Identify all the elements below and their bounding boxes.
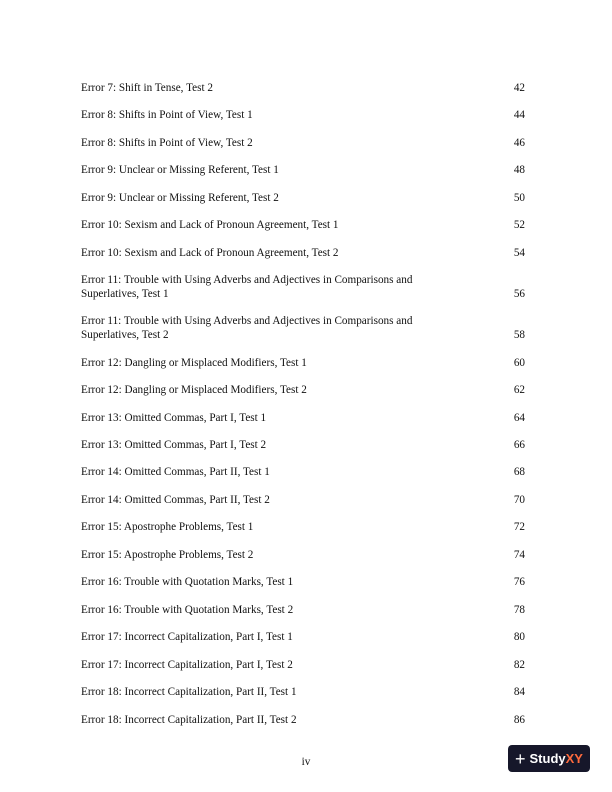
- toc-entry: [81, 82, 525, 96]
- toc-entry-title: Error 7: Shift in Tense, Test 2: [81, 82, 213, 94]
- toc-entry-title: Error 10: Sexism and Lack of Pronoun Agreement, Test 2: [81, 246, 339, 259]
- toc-entry: [81, 604, 525, 618]
- toc-entry-title: Error 11: Trouble with Using Adverbs and Adjectives in Comparisons and Superlatives, Test 2: [81, 315, 413, 342]
- toc-entry-title: Error 15: Apostrophe Problems, Test 1: [81, 521, 254, 534]
- toc-entry-title: Error 12: Dangling or Misplaced Modifiers, Test 1: [81, 356, 307, 369]
- toc-entry-page: 42: [513, 82, 525, 94]
- toc-entry-title: Error 9: Unclear or Missing Referent, Test 2: [81, 191, 279, 204]
- table-of-contents: [81, 82, 525, 741]
- toc-entry-page: 70: [513, 493, 525, 506]
- toc-entry-page: 46: [513, 136, 525, 149]
- toc-entry-page: 60: [513, 356, 525, 369]
- toc-entry-page: 48: [513, 164, 525, 177]
- toc-entry: [81, 714, 525, 728]
- toc-entry: [81, 192, 525, 206]
- toc-entry: [81, 357, 525, 371]
- toc-entry-page: 58: [513, 329, 525, 342]
- toc-entry: [81, 109, 525, 123]
- toc-entry-page: 72: [513, 521, 525, 534]
- studyxy-badge[interactable]: [508, 745, 590, 772]
- toc-entry-page: 74: [513, 548, 525, 561]
- page-number: iv: [301, 756, 311, 768]
- toc-entry: [81, 521, 525, 535]
- toc-entry: [81, 631, 525, 645]
- toc-entry-page: 50: [513, 191, 525, 204]
- toc-entry: [81, 164, 525, 178]
- toc-entry: [81, 494, 525, 508]
- toc-entry-page: 44: [513, 109, 525, 122]
- toc-entry: [81, 247, 525, 261]
- toc-entry-page: 68: [513, 466, 525, 479]
- toc-entry-title: Error 12: Dangling or Misplaced Modifiers, Test 2: [81, 384, 307, 397]
- toc-entry-page: 64: [513, 411, 525, 424]
- toc-entry-title: Error 9: Unclear or Missing Referent, Test 1: [81, 164, 279, 177]
- toc-entry-title: Error 18: Incorrect Capitalization, Part II, Test 2: [81, 713, 297, 726]
- toc-entry-page: 84: [513, 686, 525, 699]
- toc-entry: [81, 412, 525, 426]
- toc-entry-title: Error 13: Omitted Commas, Part I, Test 2: [81, 439, 267, 451]
- toc-entry-title: Error 13: Omitted Commas, Part I, Test 1: [81, 411, 267, 424]
- toc-entry: [81, 576, 525, 590]
- plus-icon: +: [515, 748, 526, 769]
- toc-entry-page: 78: [513, 603, 525, 616]
- toc-entry: [81, 274, 525, 301]
- toc-entry-title: Error 16: Trouble with Quotation Marks, Test 2: [81, 603, 294, 616]
- toc-entry: [81, 439, 525, 453]
- toc-entry: [81, 549, 525, 563]
- toc-entry-title: Error 11: Trouble with Using Adverbs and Adjectives in Comparisons and Superlatives, Test 1: [81, 274, 413, 300]
- toc-entry-page: 76: [513, 576, 525, 589]
- toc-entry-title: Error 15: Apostrophe Problems, Test 2: [81, 548, 254, 561]
- toc-entry-title: Error 8: Shifts in Point of View, Test 1: [81, 109, 253, 122]
- toc-entry-page: 66: [513, 439, 525, 451]
- toc-entry-page: 82: [513, 658, 525, 671]
- toc-entry: [81, 466, 525, 480]
- toc-entry-title: Error 18: Incorrect Capitalization, Part II, Test 1: [81, 686, 297, 699]
- toc-entry-title: Error 14: Omitted Commas, Part II, Test 1: [81, 466, 270, 479]
- toc-entry: [81, 659, 525, 673]
- toc-entry-title: Error 17: Incorrect Capitalization, Part I, Test 2: [81, 658, 293, 671]
- toc-entry-page: 80: [513, 631, 525, 644]
- toc-entry: [81, 137, 525, 151]
- toc-entry-title: Error 16: Trouble with Quotation Marks, Test 1: [81, 576, 294, 589]
- toc-entry-title: Error 10: Sexism and Lack of Pronoun Agreement, Test 1: [81, 219, 339, 232]
- brand-accent: XY: [565, 751, 583, 766]
- toc-entry-title: Error 8: Shifts in Point of View, Test 2: [81, 136, 253, 149]
- brand-main: Study: [529, 751, 566, 766]
- toc-entry-title: Error 17: Incorrect Capitalization, Part I, Test 1: [81, 631, 293, 644]
- toc-entry: [81, 219, 525, 233]
- toc-entry-page: 86: [513, 713, 525, 726]
- toc-entry-page: 56: [513, 287, 525, 300]
- toc-entry-page: 62: [513, 384, 525, 397]
- toc-entry-page: 54: [513, 246, 525, 259]
- toc-entry: [81, 384, 525, 398]
- toc-entry-title: Error 14: Omitted Commas, Part II, Test 2: [81, 493, 270, 506]
- toc-entry: [81, 315, 525, 342]
- toc-entry: [81, 686, 525, 700]
- toc-entry-page: 52: [513, 219, 525, 232]
